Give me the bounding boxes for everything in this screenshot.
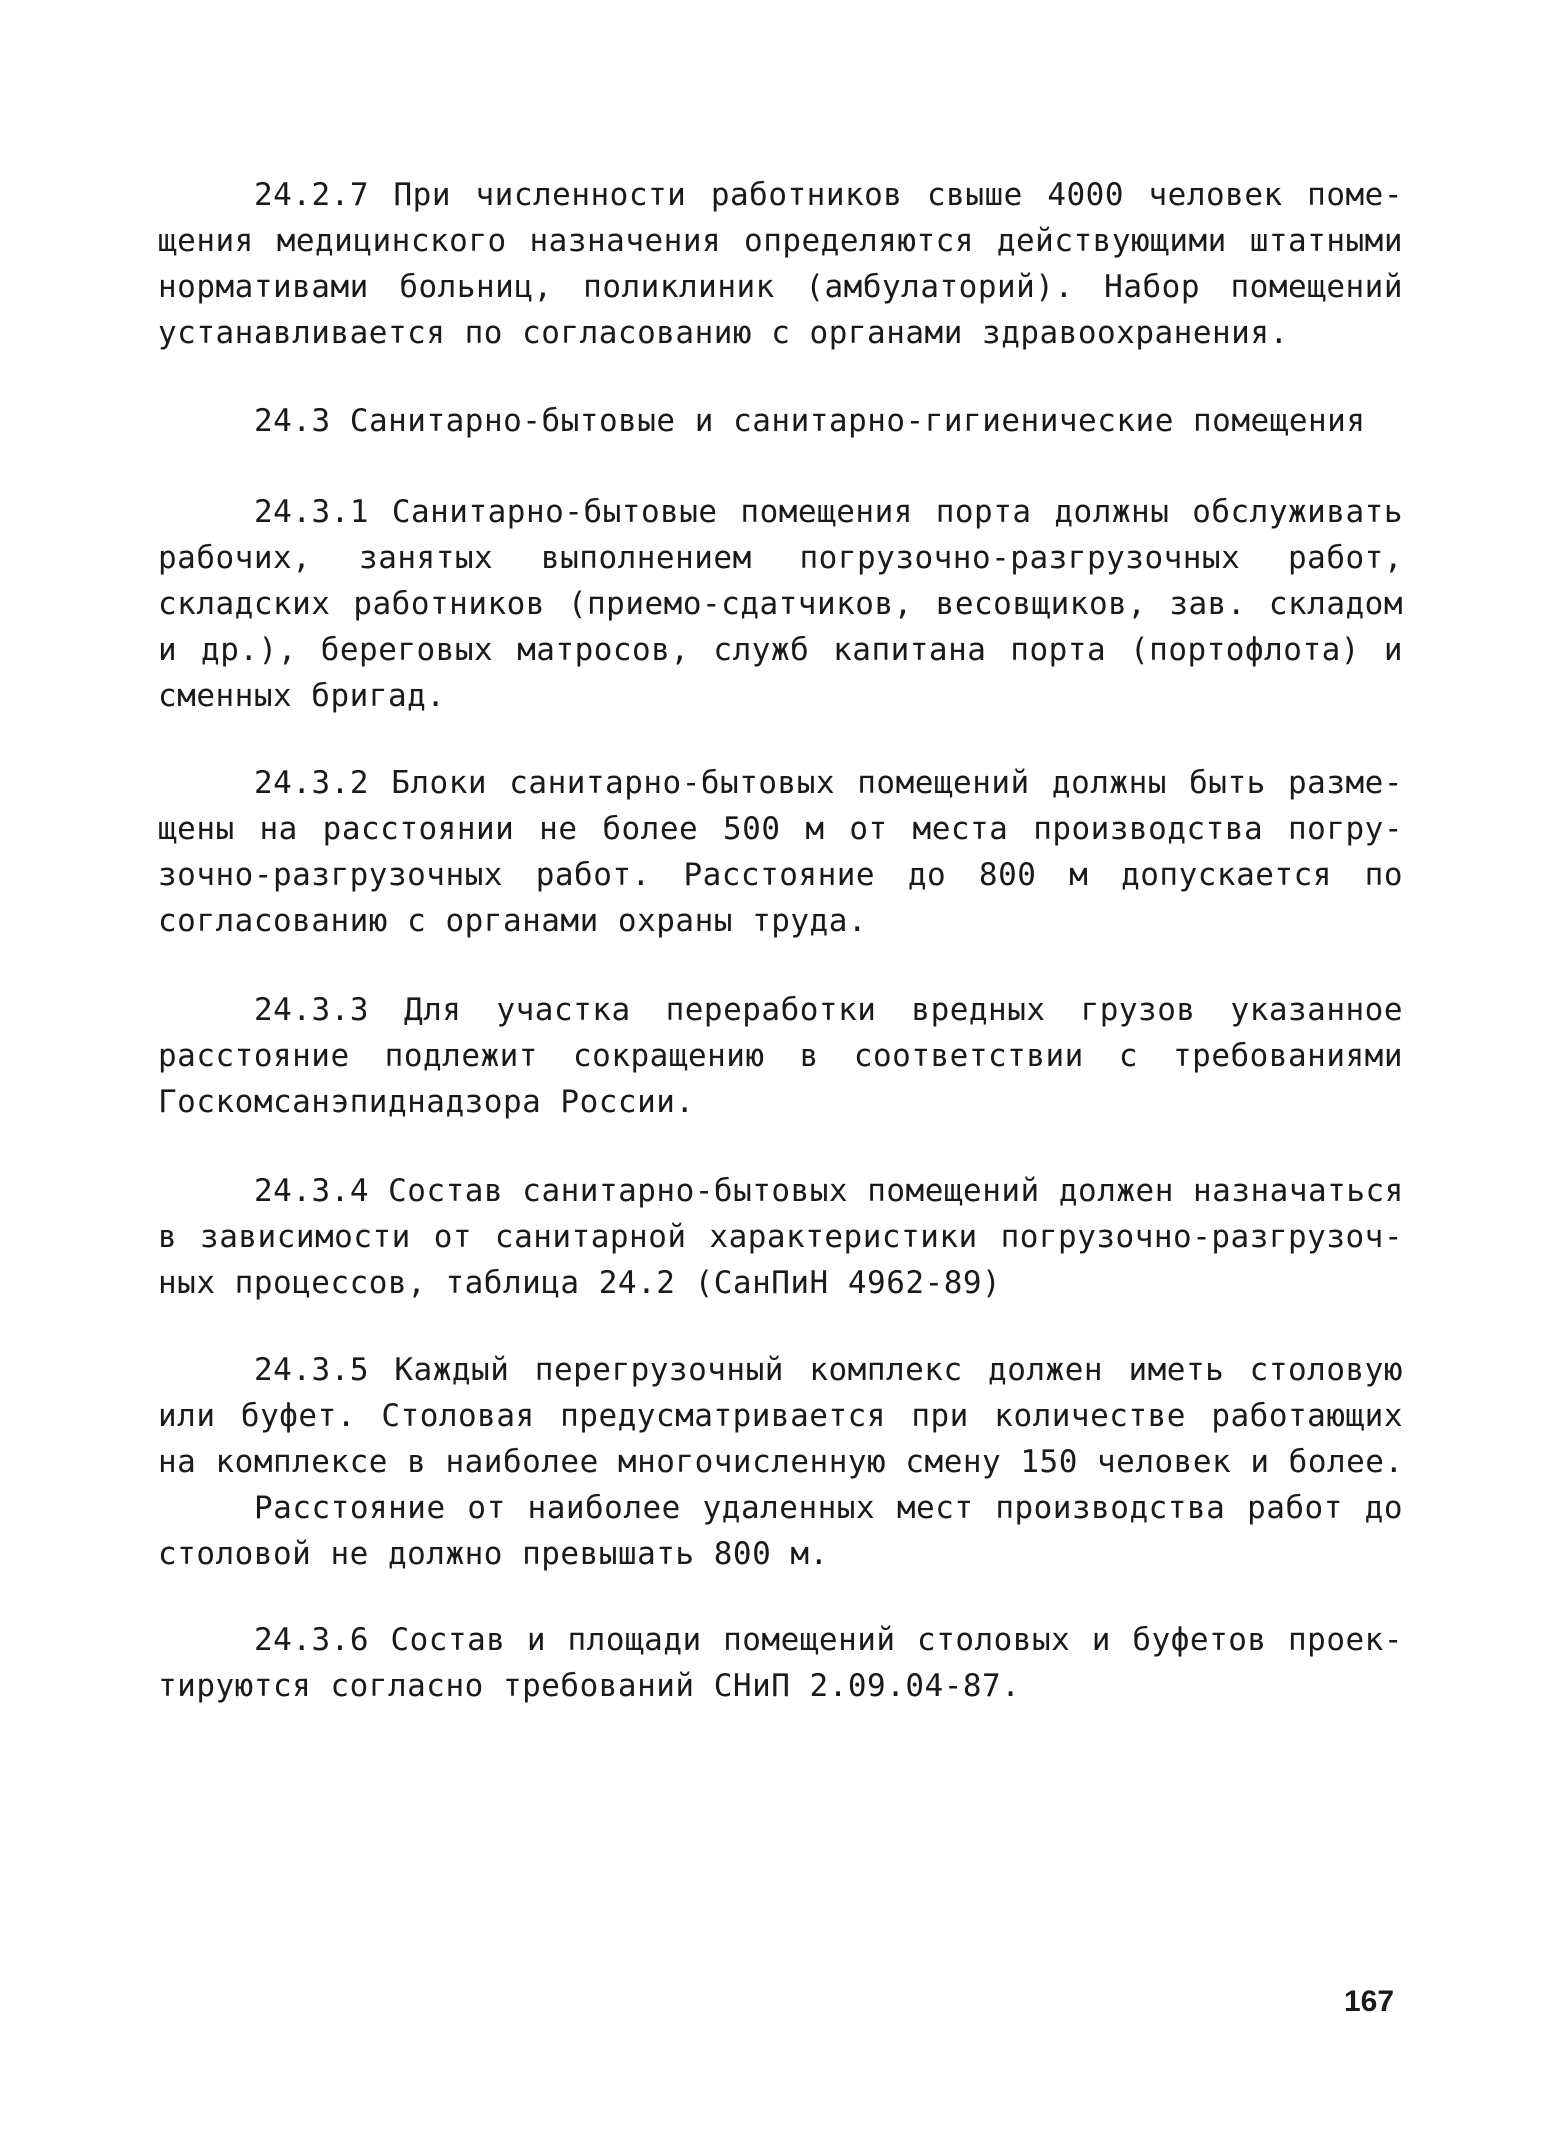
paragraph-line: 24.2.7 При численности работников свыше 4000 человек поме- xyxy=(254,177,1403,213)
paragraph-line: Госкомсанэпиднадзора России. xyxy=(158,1084,695,1120)
paragraph-24-3-2 xyxy=(158,760,1403,944)
paragraph-line: на комплексе в наиболее многочисленную смену 150 человек и более. xyxy=(158,1444,1404,1480)
paragraph-line: 24.3.3 Для участка переработки вредных грузов указанное xyxy=(254,992,1403,1028)
paragraph-line: нормативами больниц, поликлиник (амбулаторий). Набор помещений xyxy=(158,269,1403,305)
paragraph-line: складских работников (приемо-сдатчиков, весовщиков, зав. складом xyxy=(158,586,1403,622)
section-heading-24-3: 24.3 Санитарно-бытовые и санитарно-гигиенические помещения xyxy=(254,403,1366,439)
paragraph-24-3-3 xyxy=(158,987,1403,1125)
paragraph-line: Расстояние от наиболее удаленных мест производства работ до xyxy=(254,1490,1403,1526)
paragraph-24-3-4 xyxy=(158,1168,1403,1306)
paragraph-line: зочно-разгрузочных работ. Расстояние до 800 м допускается по xyxy=(158,857,1403,893)
paragraph-line: расстояние подлежит сокращению в соответствии с требованиями xyxy=(158,1038,1403,1074)
paragraph-line: согласованию с органами охраны труда. xyxy=(158,903,868,939)
page-number: 167 xyxy=(1344,1985,1395,2018)
paragraph-24-2-7 xyxy=(158,172,1403,356)
paragraph-line: 24.3.4 Состав санитарно-бытовых помещений должен назначаться xyxy=(254,1173,1404,1209)
paragraph-line: сменных бригад. xyxy=(158,678,446,714)
paragraph-line: рабочих, занятых выполнением погрузочно-разгрузочных работ, xyxy=(158,540,1403,576)
paragraph-line: ных процессов, таблица 24.2 (СанПиН 4962-89) xyxy=(158,1265,1002,1301)
paragraph-line: в зависимости от санитарной характеристики погрузочно-разгрузоч- xyxy=(158,1219,1403,1255)
paragraph-line: тируются согласно требований СНиП 2.09.04-87. xyxy=(158,1668,1021,1704)
paragraph-line: и др.), береговых матросов, служб капитана порта (портофлота) и xyxy=(158,632,1403,668)
paragraph-line: 24.3.6 Состав и площади помещений столовых и буфетов проек- xyxy=(254,1622,1403,1658)
paragraph-24-3-6 xyxy=(158,1617,1403,1709)
paragraph-line: 24.3.5 Каждый перегрузочный комплекс должен иметь столовую xyxy=(254,1352,1403,1388)
paragraph-line: щены на расстоянии не более 500 м от места производства погру- xyxy=(158,811,1403,847)
paragraph-line: 24.3.2 Блоки санитарно-бытовых помещений должны быть разме- xyxy=(254,765,1403,801)
paragraph-line: или буфет. Столовая предусматривается при количестве работающих xyxy=(158,1398,1403,1434)
paragraph-24-3-5 xyxy=(158,1347,1403,1577)
paragraph-24-3-1 xyxy=(158,489,1403,719)
paragraph-line: щения медицинского назначения определяются действующими штатными xyxy=(158,223,1403,259)
paragraph-line: столовой не должно превышать 800 м. xyxy=(158,1536,829,1572)
paragraph-line: устанавливается по согласованию с органами здравоохранения. xyxy=(158,315,1289,351)
paragraph-line: 24.3.1 Санитарно-бытовые помещения порта должны обслуживать xyxy=(254,494,1403,530)
